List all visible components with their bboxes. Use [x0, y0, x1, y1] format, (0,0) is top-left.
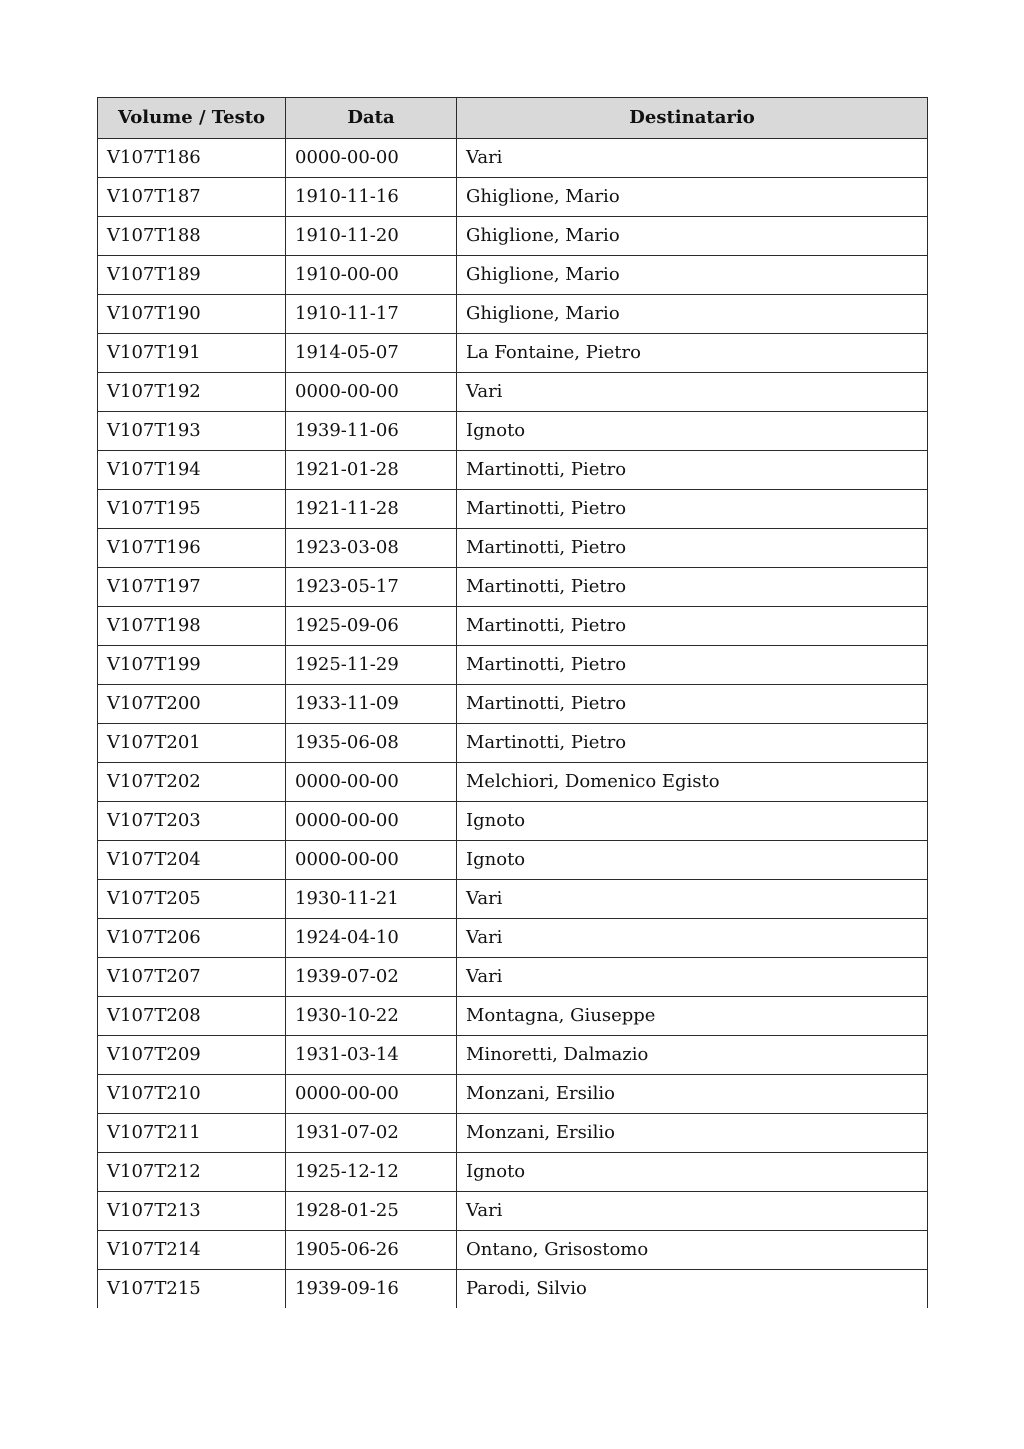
table-row	[98, 217, 928, 256]
cell-destinatario: Melchiori, Domenico Egisto	[457, 763, 928, 802]
cell-data: 1939-09-16	[286, 1270, 457, 1309]
table-row	[98, 958, 928, 997]
cell-volume-testo: V107T199	[98, 646, 286, 685]
header-volume-testo: Volume / Testo	[98, 98, 286, 139]
cell-data: 1914-05-07	[286, 334, 457, 373]
cell-destinatario: Ghiglione, Mario	[457, 256, 928, 295]
cell-destinatario: Vari	[457, 919, 928, 958]
table-body	[98, 139, 928, 1309]
cell-data: 1931-03-14	[286, 1036, 457, 1075]
cell-data: 0000-00-00	[286, 841, 457, 880]
cell-volume-testo: V107T204	[98, 841, 286, 880]
cell-destinatario: Martinotti, Pietro	[457, 451, 928, 490]
cell-volume-testo: V107T198	[98, 607, 286, 646]
cell-volume-testo: V107T211	[98, 1114, 286, 1153]
cell-data: 1925-11-29	[286, 646, 457, 685]
cell-destinatario: Vari	[457, 958, 928, 997]
cell-destinatario: Martinotti, Pietro	[457, 490, 928, 529]
table-row	[98, 685, 928, 724]
cell-volume-testo: V107T193	[98, 412, 286, 451]
table-row	[98, 490, 928, 529]
cell-data: 1910-11-20	[286, 217, 457, 256]
table-row	[98, 295, 928, 334]
table-row	[98, 1192, 928, 1231]
cell-volume-testo: V107T186	[98, 139, 286, 178]
table-row	[98, 139, 928, 178]
cell-destinatario: Vari	[457, 139, 928, 178]
cell-volume-testo: V107T195	[98, 490, 286, 529]
table-row	[98, 1270, 928, 1309]
cell-data: 1933-11-09	[286, 685, 457, 724]
cell-destinatario: Martinotti, Pietro	[457, 646, 928, 685]
table-row	[98, 1114, 928, 1153]
cell-volume-testo: V107T194	[98, 451, 286, 490]
cell-data: 1910-00-00	[286, 256, 457, 295]
cell-destinatario: Ghiglione, Mario	[457, 295, 928, 334]
cell-data: 1924-04-10	[286, 919, 457, 958]
table-row	[98, 334, 928, 373]
table-row	[98, 646, 928, 685]
cell-volume-testo: V107T188	[98, 217, 286, 256]
cell-destinatario: Vari	[457, 1192, 928, 1231]
cell-volume-testo: V107T205	[98, 880, 286, 919]
cell-volume-testo: V107T203	[98, 802, 286, 841]
table-row	[98, 997, 928, 1036]
cell-volume-testo: V107T196	[98, 529, 286, 568]
table-row	[98, 919, 928, 958]
cell-destinatario: Parodi, Silvio	[457, 1270, 928, 1309]
table-row	[98, 724, 928, 763]
cell-destinatario: Martinotti, Pietro	[457, 568, 928, 607]
cell-volume-testo: V107T213	[98, 1192, 286, 1231]
cell-volume-testo: V107T190	[98, 295, 286, 334]
cell-volume-testo: V107T189	[98, 256, 286, 295]
cell-volume-testo: V107T206	[98, 919, 286, 958]
cell-destinatario: Ignoto	[457, 412, 928, 451]
cell-data: 1925-09-06	[286, 607, 457, 646]
cell-volume-testo: V107T214	[98, 1231, 286, 1270]
table-row	[98, 178, 928, 217]
table-row	[98, 1231, 928, 1270]
cell-destinatario: Vari	[457, 880, 928, 919]
cell-destinatario: Vari	[457, 373, 928, 412]
cell-data: 1935-06-08	[286, 724, 457, 763]
table-row	[98, 373, 928, 412]
cell-volume-testo: V107T192	[98, 373, 286, 412]
cell-data: 1923-05-17	[286, 568, 457, 607]
cell-volume-testo: V107T209	[98, 1036, 286, 1075]
cell-volume-testo: V107T187	[98, 178, 286, 217]
cell-data: 1921-01-28	[286, 451, 457, 490]
cell-data: 1930-11-21	[286, 880, 457, 919]
cell-data: 0000-00-00	[286, 1075, 457, 1114]
table-row	[98, 451, 928, 490]
cell-volume-testo: V107T200	[98, 685, 286, 724]
cell-volume-testo: V107T201	[98, 724, 286, 763]
cell-data: 1939-07-02	[286, 958, 457, 997]
cell-volume-testo: V107T202	[98, 763, 286, 802]
cell-destinatario: Martinotti, Pietro	[457, 607, 928, 646]
cell-destinatario: Montagna, Giuseppe	[457, 997, 928, 1036]
cell-destinatario: Ghiglione, Mario	[457, 178, 928, 217]
cell-data: 1910-11-16	[286, 178, 457, 217]
cell-volume-testo: V107T208	[98, 997, 286, 1036]
cell-destinatario: Martinotti, Pietro	[457, 724, 928, 763]
cell-volume-testo: V107T191	[98, 334, 286, 373]
cell-data: 1923-03-08	[286, 529, 457, 568]
cell-volume-testo: V107T207	[98, 958, 286, 997]
cell-data: 1928-01-25	[286, 1192, 457, 1231]
cell-destinatario: Martinotti, Pietro	[457, 529, 928, 568]
cell-data: 1939-11-06	[286, 412, 457, 451]
cell-destinatario: Ghiglione, Mario	[457, 217, 928, 256]
cell-destinatario: Ontano, Grisostomo	[457, 1231, 928, 1270]
cell-volume-testo: V107T197	[98, 568, 286, 607]
cell-destinatario: La Fontaine, Pietro	[457, 334, 928, 373]
cell-data: 0000-00-00	[286, 763, 457, 802]
cell-destinatario: Ignoto	[457, 841, 928, 880]
cell-volume-testo: V107T212	[98, 1153, 286, 1192]
table-row	[98, 802, 928, 841]
cell-destinatario: Minoretti, Dalmazio	[457, 1036, 928, 1075]
table-row	[98, 1075, 928, 1114]
header-destinatario: Destinatario	[457, 98, 928, 139]
header-data: Data	[286, 98, 457, 139]
cell-data: 1921-11-28	[286, 490, 457, 529]
cell-volume-testo: V107T215	[98, 1270, 286, 1309]
cell-destinatario: Martinotti, Pietro	[457, 685, 928, 724]
cell-data: 0000-00-00	[286, 139, 457, 178]
cell-destinatario: Ignoto	[457, 802, 928, 841]
cell-data: 0000-00-00	[286, 802, 457, 841]
table-row	[98, 763, 928, 802]
table-row	[98, 529, 928, 568]
letters-table	[97, 97, 928, 1308]
table-row	[98, 607, 928, 646]
table-row	[98, 1153, 928, 1192]
table-row	[98, 412, 928, 451]
cell-data: 1905-06-26	[286, 1231, 457, 1270]
cell-destinatario: Monzani, Ersilio	[457, 1075, 928, 1114]
cell-destinatario: Monzani, Ersilio	[457, 1114, 928, 1153]
table-row	[98, 880, 928, 919]
cell-data: 1910-11-17	[286, 295, 457, 334]
table-row	[98, 1036, 928, 1075]
cell-data: 1931-07-02	[286, 1114, 457, 1153]
table-row	[98, 568, 928, 607]
table-row	[98, 256, 928, 295]
cell-volume-testo: V107T210	[98, 1075, 286, 1114]
cell-data: 1930-10-22	[286, 997, 457, 1036]
cell-data: 1925-12-12	[286, 1153, 457, 1192]
cell-data: 0000-00-00	[286, 373, 457, 412]
cell-destinatario: Ignoto	[457, 1153, 928, 1192]
table-header-row	[98, 98, 928, 139]
table-row	[98, 841, 928, 880]
